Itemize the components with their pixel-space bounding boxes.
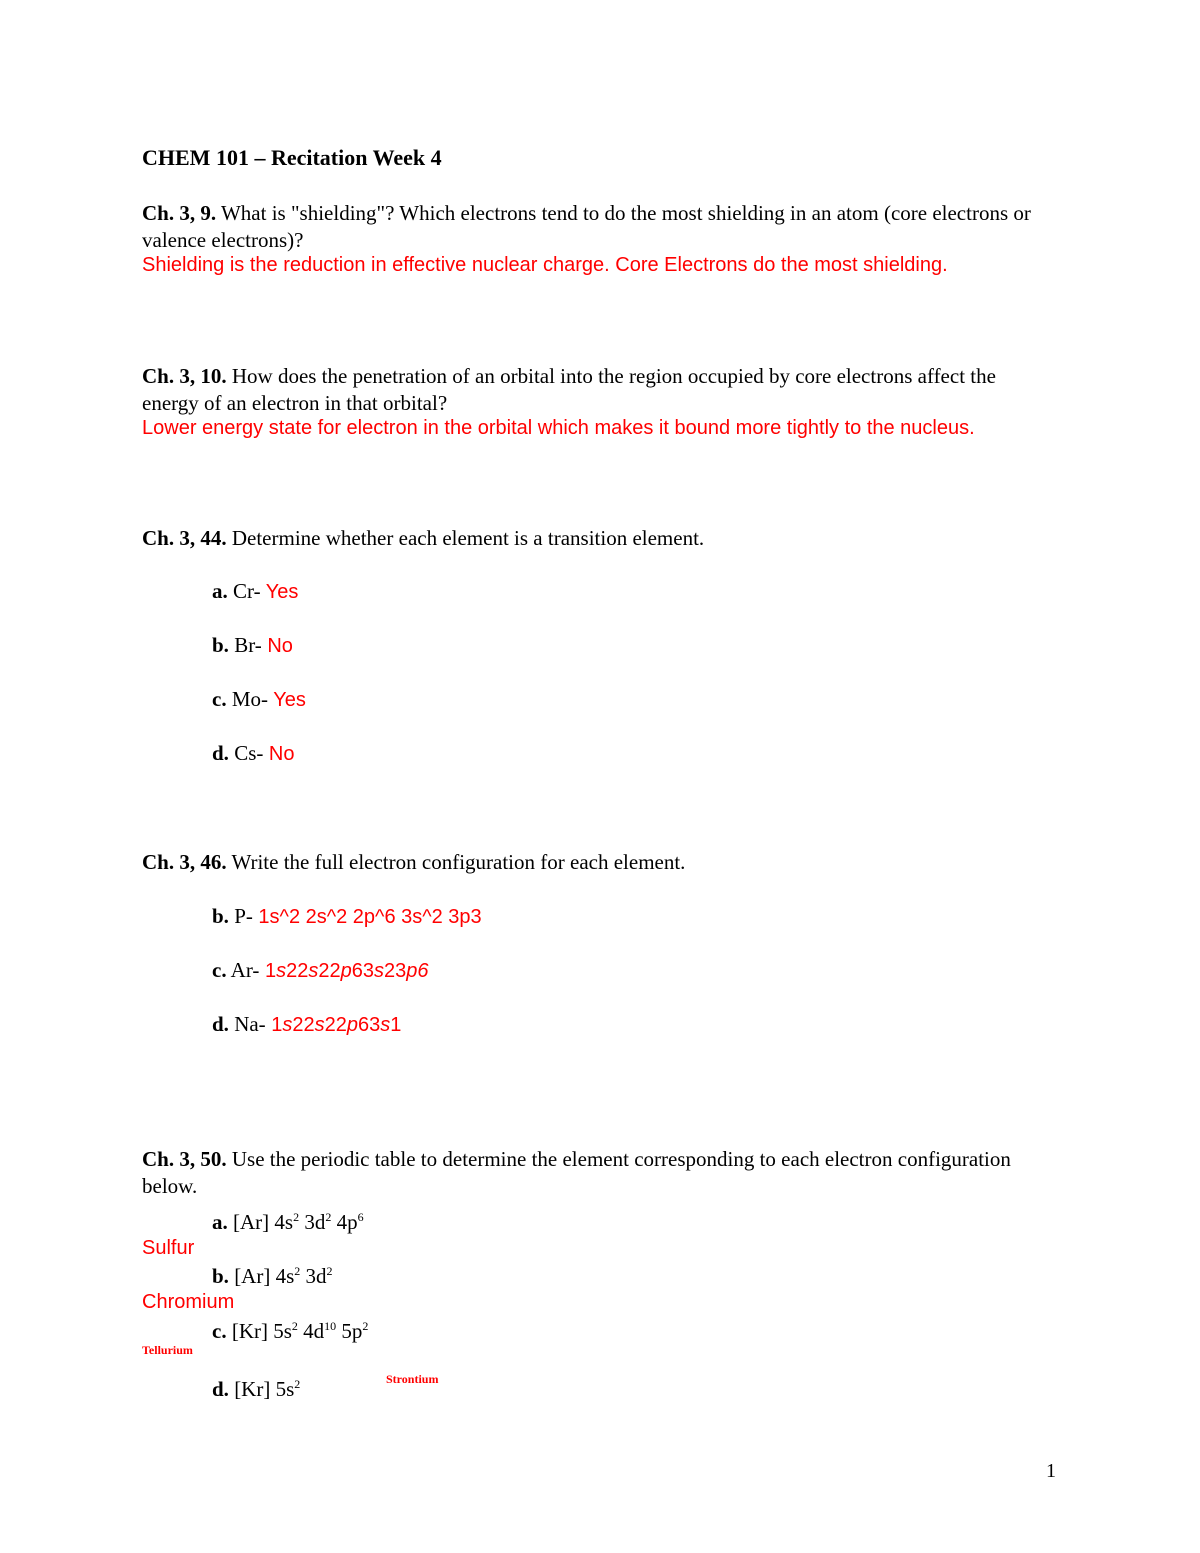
list-item: [212, 579, 298, 604]
config-item: a. [Ar] $4s^2$ $3d^2$ $4p^6$: [212, 1210, 364, 1234]
item-letter: a.: [212, 1210, 228, 1234]
item-element: Cr-: [227, 579, 261, 603]
config-answer: Chromium: [142, 1291, 235, 1313]
item-answer: No: [261, 635, 293, 657]
item-letter: d.: [212, 1012, 229, 1036]
list-item: [212, 633, 293, 658]
item-answer: Yes: [260, 581, 299, 603]
item-element: P-: [228, 904, 253, 928]
question-label: Ch. 3, 9.: [142, 201, 217, 225]
page-number: 1: [1046, 1460, 1056, 1482]
item-letter: b.: [212, 633, 229, 657]
config-answer: Sulfur: [142, 1237, 195, 1259]
item-answer: 1s22s22p63s1: [265, 1014, 402, 1036]
list-item: [212, 1012, 401, 1037]
answer-3-9: Shielding is the reduction in effective nuclear charge. Core Electrons do the most shielding.: [142, 254, 948, 276]
item-letter: c.: [212, 958, 227, 982]
item-answer: 1s22s22p63s23p6: [259, 960, 429, 982]
question-text: What is "shielding"? Which electrons tend to do the most shielding in an atom (core electrons or valence electrons)?: [142, 201, 1031, 252]
config-answer: Strontium: [386, 1372, 439, 1386]
question-text: Determine whether each element is a transition element.: [226, 526, 705, 550]
item-element: Br-: [228, 633, 262, 657]
question-text: Use the periodic table to determine the element corresponding to each electron configuration below.: [142, 1147, 1011, 1198]
config-item: b. [Ar] $4s^2$ $3d^2$: [212, 1264, 333, 1288]
question-label: Ch. 3, 46.: [142, 850, 227, 874]
item-element: Na-: [228, 1012, 266, 1036]
question-3-50: [142, 1146, 1042, 1200]
config-item: d. [Kr] $5s^2$: [212, 1377, 301, 1401]
item-answer: No: [263, 743, 295, 765]
question-text: How does the penetration of an orbital into the region occupied by core electrons affect the energy of an electron in that orbital?: [142, 364, 996, 415]
list-item: [212, 687, 306, 712]
item-letter: b.: [212, 1264, 229, 1288]
question-label: Ch. 3, 50.: [142, 1147, 227, 1171]
item-element: Cs-: [228, 741, 264, 765]
item-letter: c.: [212, 687, 227, 711]
item-letter: d.: [212, 1377, 229, 1401]
answer-3-10: Lower energy state for electron in the orbital which makes it bound more tightly to the nucleus.: [142, 417, 975, 439]
item-letter: d.: [212, 741, 229, 765]
item-element: Mo-: [226, 687, 268, 711]
config-item: c. [Kr] $5s^2$ $4d^{10}$ $5p^2$: [212, 1319, 369, 1343]
item-answer: 1s^2 2s^2 2p^6 3s^2 3p3: [252, 906, 482, 928]
config-answer: Tellurium: [142, 1343, 193, 1357]
item-letter: b.: [212, 904, 229, 928]
question-label: Ch. 3, 44.: [142, 526, 227, 550]
question-3-44: [142, 525, 1042, 552]
item-letter: a.: [212, 579, 228, 603]
item-element: Ar-: [226, 958, 260, 982]
question-3-10: [142, 363, 1042, 417]
item-letter: c.: [212, 1319, 227, 1343]
list-item: [212, 958, 428, 983]
question-label: Ch. 3, 10.: [142, 364, 227, 388]
list-item: [212, 741, 295, 766]
question-text: Write the full electron configuration for each element.: [226, 850, 686, 874]
page-title: CHEM 101 – Recitation Week 4: [142, 145, 442, 170]
question-3-9: [142, 200, 1042, 254]
item-answer: Yes: [268, 689, 306, 711]
list-item: [212, 904, 482, 929]
question-3-46: [142, 849, 1042, 876]
